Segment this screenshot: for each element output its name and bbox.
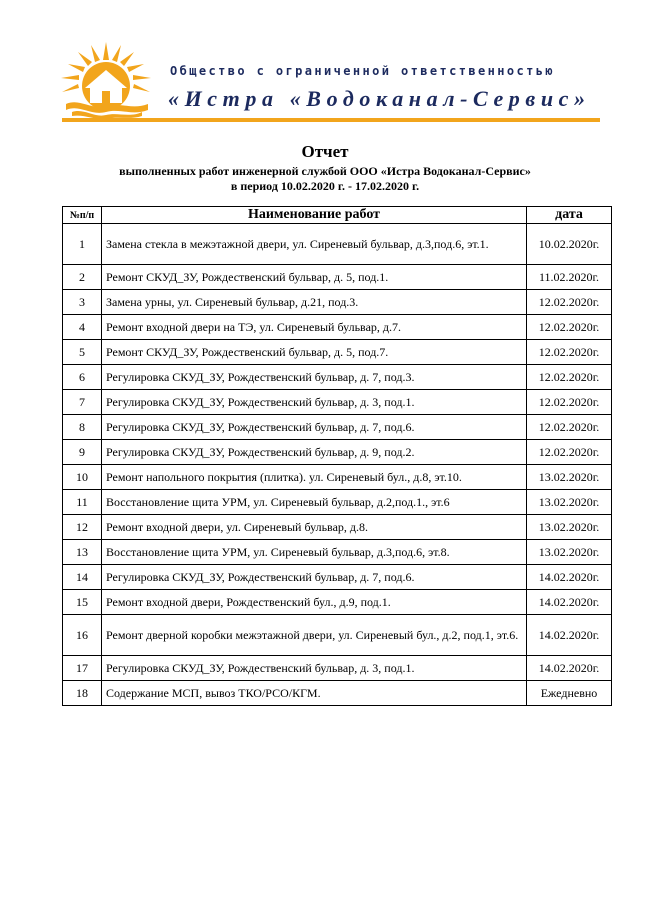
work-name: Ремонт СКУД_ЗУ, Рождественский бульвар, д. 5, под.1.	[102, 265, 527, 290]
row-number: 3	[63, 290, 102, 315]
work-name: Регулировка СКУД_ЗУ, Рождественский бульвар, д. 7, под.6.	[102, 415, 527, 440]
row-number: 10	[63, 465, 102, 490]
report-period: в период 10.02.2020 г. - 17.02.2020 г.	[230, 179, 420, 193]
table-row	[63, 615, 612, 656]
work-name: Восстановление щита УРМ, ул. Сиреневый бульвар, д.2,под.1., эт.6	[102, 490, 527, 515]
work-name: Регулировка СКУД_ЗУ, Рождественский бульвар, д. 3, под.1.	[102, 390, 527, 415]
row-number: 14	[63, 565, 102, 590]
table-row	[63, 265, 612, 290]
work-name: Регулировка СКУД_ЗУ, Рождественский бульвар, д. 7, под.3.	[102, 365, 527, 390]
work-date: 12.02.2020г.	[527, 440, 612, 465]
row-number: 17	[63, 656, 102, 681]
table-row	[63, 515, 612, 540]
row-number: 4	[63, 315, 102, 340]
column-header-name: Наименование работ	[102, 207, 527, 224]
table-row	[63, 365, 612, 390]
row-number: 9	[63, 440, 102, 465]
table-row	[63, 681, 612, 706]
work-date: 12.02.2020г.	[527, 365, 612, 390]
work-date: 12.02.2020г.	[527, 415, 612, 440]
work-date: 12.02.2020г.	[527, 340, 612, 365]
row-number: 11	[63, 490, 102, 515]
work-date: 13.02.2020г.	[527, 540, 612, 565]
table-row	[63, 565, 612, 590]
table-row	[63, 340, 612, 365]
work-name: Восстановление щита УРМ, ул. Сиреневый бульвар, д.3,под.6, эт.8.	[102, 540, 527, 565]
work-name: Содержание МСП, вывоз ТКО/РСО/КГМ.	[102, 681, 527, 706]
work-date: 12.02.2020г.	[527, 390, 612, 415]
work-name: Ремонт входной двери, Рождественский бул., д.9, под.1.	[102, 590, 527, 615]
table-row	[63, 415, 612, 440]
table-header-row	[63, 207, 612, 224]
table-row	[63, 315, 612, 340]
row-number: 2	[63, 265, 102, 290]
work-name: Ремонт дверной коробки межэтажной двери, ул. Сиреневый бул., д.2, под.1, эт.6.	[102, 615, 527, 656]
work-name: Замена стекла в межэтажной двери, ул. Сиреневый бульвар, д.3,под.6, эт.1.	[102, 224, 527, 265]
table-row	[63, 290, 612, 315]
work-name: Регулировка СКУД_ЗУ, Рождественский бульвар, д. 9, под.2.	[102, 440, 527, 465]
work-name: Ремонт входной двери, ул. Сиреневый бульвар, д.8.	[102, 515, 527, 540]
work-name: Ремонт входной двери на ТЭ, ул. Сиреневый бульвар, д.7.	[102, 315, 527, 340]
column-header-date: дата	[527, 207, 612, 224]
row-number: 5	[63, 340, 102, 365]
company-name: «Истра «Водоканал-Сервис»	[168, 86, 591, 111]
table-row	[63, 224, 612, 265]
work-name: Ремонт напольного покрытия (плитка). ул. Сиреневый бул., д.8, эт.10.	[102, 465, 527, 490]
work-date: 14.02.2020г.	[527, 590, 612, 615]
table-row	[63, 465, 612, 490]
table-row	[63, 590, 612, 615]
row-number: 8	[63, 415, 102, 440]
table-row	[63, 656, 612, 681]
table-row	[63, 540, 612, 565]
row-number: 15	[63, 590, 102, 615]
work-date: 14.02.2020г.	[527, 656, 612, 681]
row-number: 16	[63, 615, 102, 656]
work-date: 10.02.2020г.	[527, 224, 612, 265]
row-number: 7	[63, 390, 102, 415]
table-row	[63, 390, 612, 415]
work-date: 14.02.2020г.	[527, 615, 612, 656]
work-date: 13.02.2020г.	[527, 465, 612, 490]
work-name: Ремонт СКУД_ЗУ, Рождественский бульвар, д. 5, под.7.	[102, 340, 527, 365]
work-date: 12.02.2020г.	[527, 290, 612, 315]
work-date: 11.02.2020г.	[527, 265, 612, 290]
row-number: 6	[63, 365, 102, 390]
table-row	[63, 490, 612, 515]
table-row	[63, 440, 612, 465]
work-date: Ежедневно	[527, 681, 612, 706]
work-date: 14.02.2020г.	[527, 565, 612, 590]
row-number: 13	[63, 540, 102, 565]
work-date: 13.02.2020г.	[527, 515, 612, 540]
report-title: Отчет	[301, 142, 349, 161]
company-legal-form: Общество с ограниченной ответственностью	[170, 64, 555, 78]
work-name: Замена урны, ул. Сиреневый бульвар, д.21, под.3.	[102, 290, 527, 315]
works-table	[62, 206, 612, 706]
work-date: 12.02.2020г.	[527, 315, 612, 340]
work-name: Регулировка СКУД_ЗУ, Рождественский бульвар, д. 3, под.1.	[102, 656, 527, 681]
row-number: 12	[63, 515, 102, 540]
report-subtitle: выполненных работ инженерной службой ООО «Истра Водоканал-Сервис»	[119, 164, 531, 178]
row-number: 18	[63, 681, 102, 706]
header-divider	[62, 118, 600, 122]
work-name: Регулировка СКУД_ЗУ, Рождественский бульвар, д. 7, под.6.	[102, 565, 527, 590]
column-header-num: №п/п	[63, 207, 102, 224]
work-date: 13.02.2020г.	[527, 490, 612, 515]
row-number: 1	[63, 224, 102, 265]
sun-house-logo-icon	[58, 40, 154, 120]
